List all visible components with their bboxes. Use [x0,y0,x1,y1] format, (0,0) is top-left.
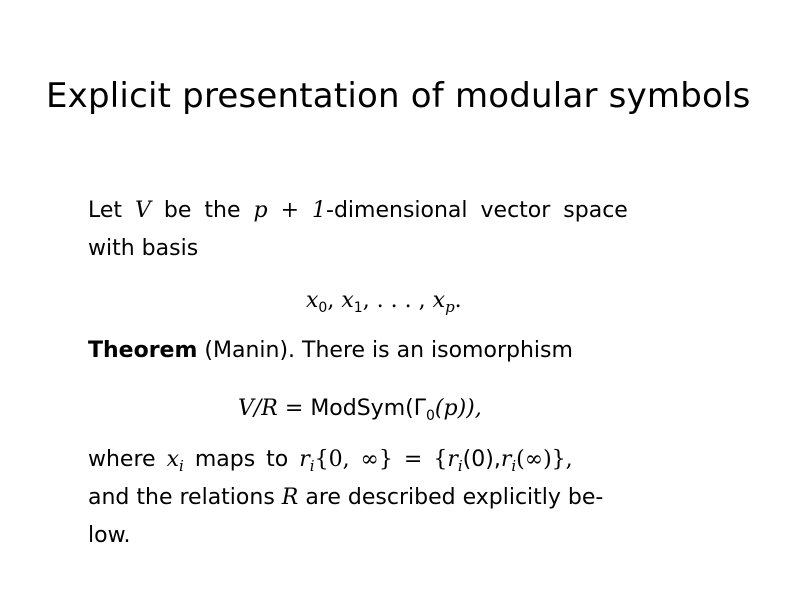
intro-let: Let [88,198,123,223]
intro-be-the: be the [163,198,241,223]
intro-dimensional: -dimensional vector space [326,198,628,223]
theorem-line [88,338,573,363]
theorem-statement: There is an isomorphism [302,338,573,363]
where-line: where $x_i$ maps to $r_i\{0$, ∞} = $\{r_i(0),r_i(\infty)\}$, [88,447,573,475]
intro-line-2: with basis [88,236,199,261]
intro-line-1 [88,198,628,223]
relations-line: and the relations R are described explicitly be- [88,485,604,510]
isomorphism-equation: $V/R = ModSym(\Gamma_0(p))$, [238,396,482,424]
p-plus-1: p + 1 [253,198,327,223]
slide-title: Explicit presentation of modular symbols [46,76,751,116]
theorem-label: Theorem [88,338,198,363]
basis-formula: $x_0$, $x_1$, . . . , $x_p$. [306,288,462,316]
var-V: V [135,198,151,223]
relations-line-2: low. [88,523,131,548]
theorem-attribution: (Manin). [204,338,296,363]
var-R: R [281,485,299,510]
